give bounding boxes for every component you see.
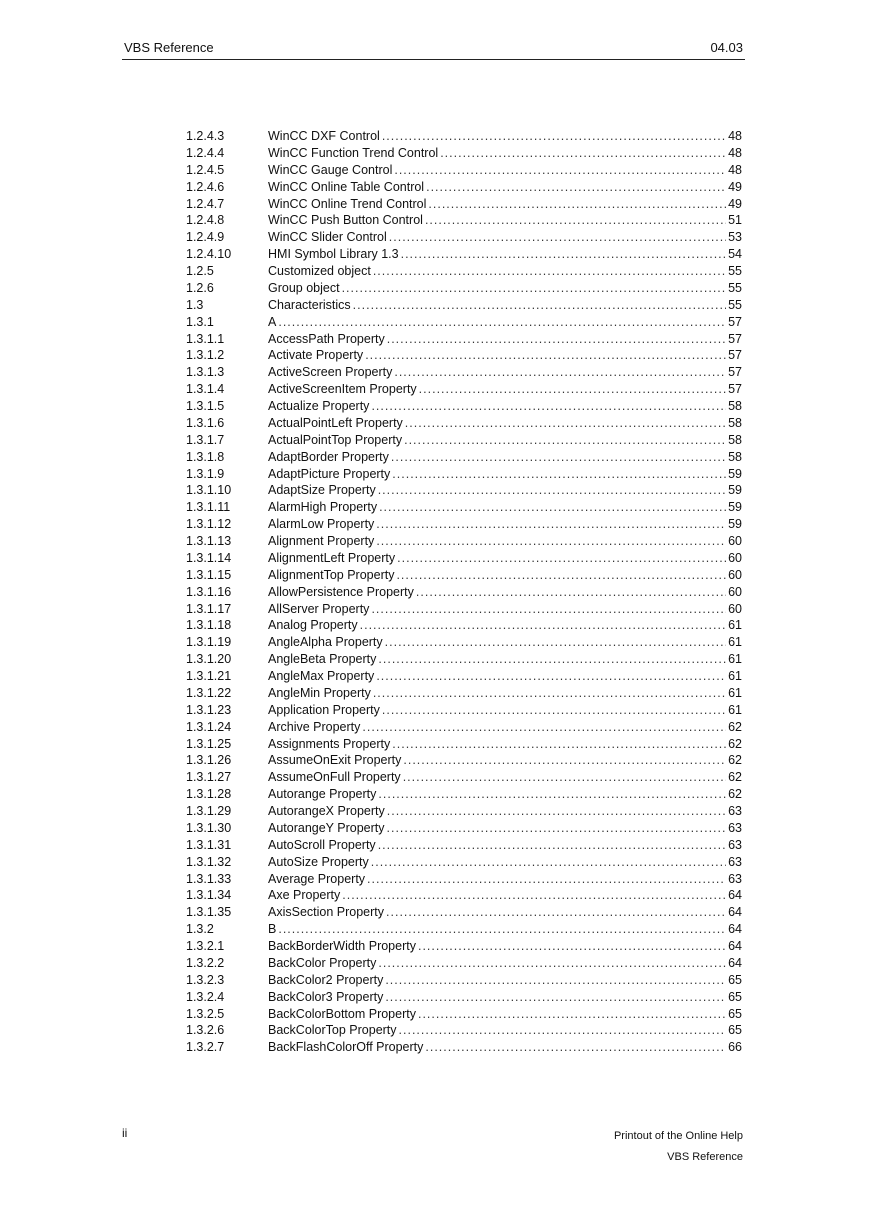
toc-entry-page: 58 [728,432,742,447]
toc-entry-title: Activate Property [268,348,364,363]
toc-entry-number: 1.3.1.3 [186,365,225,380]
toc-entry-title: AutoSize Property [268,854,369,869]
toc-entry-page: 57 [728,314,742,329]
toc-entry-number: 1.3.1.5 [186,399,225,413]
toc-entry [186,787,742,804]
toc-entry-page: 60 [728,584,742,599]
toc-entry-title: Average Property [268,871,366,886]
toc-entry [186,568,742,585]
toc-entry-number: 1.2.4.9 [186,230,225,245]
footer-line-2: VBS Reference [667,1151,743,1163]
toc-dot-leader [378,956,726,970]
toc-entry-title: Autorange Property [268,787,377,802]
toc-entry-number: 1.3.1.29 [186,804,232,818]
toc-entry [186,534,742,551]
toc-dot-leader [376,534,726,548]
toc-entry-page: 57 [728,365,742,380]
toc-dot-leader [403,753,726,767]
toc-entry-page: 61 [728,702,742,717]
toc-entry-title: AdaptSize Property [268,483,376,498]
page-header [122,40,745,60]
toc-dot-leader [425,213,726,227]
toc-entry-title: AllowPersistence Property [268,584,414,599]
toc-entry-page: 62 [728,736,742,751]
toc-entry [186,990,742,1007]
toc-entry-number: 1.3.2 [186,922,214,937]
toc-entry-title: BackColor2 Property [268,972,384,987]
toc-entry [186,197,742,214]
toc-entry [186,382,742,399]
toc-dot-leader [378,652,726,666]
toc-entry-number: 1.3.1.18 [186,618,232,633]
toc-entry-page: 62 [728,770,742,785]
toc-entry-number: 1.3.1.20 [186,652,232,667]
toc-entry-number: 1.3.1.11 [186,500,231,515]
toc-entry-title: Group object [268,280,340,295]
toc-entry [186,348,742,365]
toc-entry-page: 65 [728,989,742,1004]
toc-entry-title: ActiveScreen Property [268,365,393,380]
toc-entry-title: AxisSection Property [268,905,385,920]
footer-page-number: ii [122,1126,128,1140]
toc-entry-number: 1.3.1.12 [186,517,232,532]
toc-entry-page: 60 [728,550,742,565]
toc-entry-number: 1.3.1.4 [186,382,225,397]
toc-entry [186,905,742,922]
toc-entry-page: 58 [728,399,742,413]
toc-entry-number: 1.2.4.10 [186,247,232,262]
toc-entry [186,585,742,602]
toc-dot-leader [428,197,726,211]
toc-entry-number: 1.3.1.8 [186,449,225,464]
toc-entry-title: AdaptBorder Property [268,449,389,464]
toc-dot-leader [367,872,726,886]
toc-entry [186,315,742,332]
toc-entry [186,939,742,956]
toc-entry-title: AdaptPicture Property [268,466,391,481]
toc-entry-title: AlignmentLeft Property [268,550,396,565]
toc-entry-number: 1.3 [186,297,204,312]
toc-entry-number: 1.3.1.14 [186,550,232,565]
toc-entry-number: 1.3.1.19 [186,635,232,650]
toc-entry-number: 1.3.2.7 [186,1040,225,1055]
toc-entry-number: 1.3.1.34 [186,888,232,903]
toc-entry-title: AccessPath Property [268,331,385,346]
toc-entry-number: 1.2.4.3 [186,129,225,143]
toc-entry [186,298,742,315]
toc-dot-leader [382,129,726,143]
toc-dot-leader [418,1007,726,1021]
toc-entry-number: 1.3.2.5 [186,1006,225,1021]
toc-entry-number: 1.3.1.32 [186,854,232,869]
toc-entry [186,467,742,484]
toc-entry [186,264,742,281]
toc-entry-number: 1.3.1.10 [186,483,232,498]
toc-entry-number: 1.3.1.26 [186,753,232,768]
toc-dot-leader [387,332,726,346]
toc-entry-page: 65 [728,1006,742,1021]
toc-entry-page: 63 [728,820,742,835]
toc-entry-page: 61 [728,669,742,683]
toc-dot-leader [416,585,726,599]
toc-entry-number: 1.3.1.2 [186,348,225,363]
toc-entry-title: Alignment Property [268,534,375,548]
toc-entry-number: 1.3.1.17 [186,601,232,616]
toc-entry-page: 57 [728,348,742,363]
toc-entry-title: Axe Property [268,888,341,903]
toc-entry-title: HMI Symbol Library 1.3 [268,247,399,262]
toc-entry [186,804,742,821]
toc-dot-leader [376,669,726,683]
toc-entry-page: 59 [728,517,742,532]
toc-entry-title: AlignmentTop Property [268,567,395,582]
toc-dot-leader [440,146,726,160]
toc-entry-title: ActualPointLeft Property [268,415,403,430]
page-footer [614,1126,743,1168]
toc-entry [186,129,742,146]
toc-entry-title: WinCC Gauge Control [268,162,393,177]
toc-entry-page: 64 [728,905,742,920]
toc-entry-number: 1.2.4.4 [186,145,225,160]
toc-entry-title: BackColorTop Property [268,1023,397,1038]
toc-entry-page: 57 [728,382,742,397]
toc-dot-leader [385,635,726,649]
toc-entry-page: 58 [728,449,742,464]
toc-entry [186,230,742,247]
toc-entry-number: 1.2.4.8 [186,213,225,228]
toc-dot-leader [387,821,727,835]
toc-dot-leader [386,905,726,919]
toc-entry [186,332,742,349]
toc-dot-leader [397,551,726,565]
toc-entry-title: BackFlashColorOff Property [268,1040,424,1055]
toc-dot-leader [376,517,726,531]
toc-dot-leader [401,247,726,261]
toc-entry-title: Archive Property [268,719,361,734]
toc-entry-page: 65 [728,1023,742,1038]
toc-entry [186,602,742,619]
toc-entry [186,737,742,754]
toc-dot-leader [396,568,726,582]
toc-entry-number: 1.3.1.1 [186,331,225,346]
toc-entry [186,213,742,230]
toc-entry-page: 55 [728,264,742,278]
toc-entry-title: AssumeOnExit Property [268,753,402,768]
toc-entry [186,1040,742,1057]
toc-entry-number: 1.3.1.22 [186,685,232,700]
toc-entry-page: 53 [728,230,742,245]
toc-entry-page: 55 [728,280,742,295]
toc-dot-leader [373,264,726,278]
toc-dot-leader [394,163,726,177]
toc-dot-leader [389,230,726,244]
toc-dot-leader [382,703,726,717]
toc-dot-leader [342,888,726,902]
toc-entry [186,686,742,703]
toc-entry-title: Application Property [268,702,380,717]
toc-entry [186,922,742,939]
toc-entry-page: 61 [728,618,742,633]
toc-entry-title: ActualPointTop Property [268,432,403,447]
toc-entry-page: 49 [728,179,742,194]
toc-entry-number: 1.3.1.24 [186,719,232,734]
toc-entry-page: 61 [728,635,742,650]
toc-dot-leader [392,467,726,481]
toc-dot-leader [378,787,726,801]
toc-entry-page: 49 [728,196,742,211]
toc-dot-leader [378,483,726,497]
toc-entry [186,450,742,467]
toc-entry-title: Analog Property [268,618,358,633]
toc-dot-leader [371,399,726,413]
toc-entry-title: BackBorderWidth Property [268,939,416,953]
table-of-contents [186,129,742,1057]
toc-entry [186,720,742,737]
toc-entry [186,652,742,669]
toc-entry-number: 1.3.2.4 [186,989,225,1004]
toc-entry-page: 61 [728,685,742,700]
toc-entry-page: 59 [728,483,742,498]
toc-dot-leader [360,618,726,632]
toc-dot-leader [425,1040,726,1054]
toc-entry-page: 60 [728,534,742,548]
toc-entry-page: 54 [728,247,742,262]
toc-dot-leader [362,720,726,734]
toc-entry-page: 60 [728,567,742,582]
toc-entry-title: Characteristics [268,297,351,312]
toc-entry-number: 1.3.2.1 [186,939,225,953]
toc-entry-number: 1.3.1.33 [186,871,232,886]
toc-dot-leader [278,922,726,936]
toc-entry-number: 1.3.1.15 [186,567,232,582]
toc-entry-number: 1.3.1.16 [186,584,232,599]
toc-entry-page: 66 [728,1040,742,1055]
toc-entry [186,838,742,855]
toc-dot-leader [404,433,726,447]
toc-entry-page: 57 [728,331,742,346]
toc-dot-leader [371,855,726,869]
toc-dot-leader [385,990,726,1004]
toc-entry-page: 63 [728,854,742,869]
toc-dot-leader [373,686,726,700]
toc-entry-title: WinCC Push Button Control [268,213,423,228]
toc-entry [186,146,742,163]
toc-entry-title: AngleMin Property [268,685,371,700]
toc-entry-title: WinCC DXF Control [268,129,380,143]
toc-entry [186,669,742,686]
toc-entry [186,180,742,197]
toc-entry-title: AlarmHigh Property [268,500,378,515]
toc-dot-leader [379,500,726,514]
toc-entry [186,973,742,990]
toc-entry-page: 61 [728,652,742,667]
toc-dot-leader [365,348,726,362]
toc-entry-number: 1.2.4.7 [186,196,225,211]
toc-dot-leader [403,770,726,784]
toc-entry-number: 1.2.5 [186,264,214,278]
toc-entry-page: 64 [728,888,742,903]
toc-entry [186,500,742,517]
toc-dot-leader [387,804,726,818]
toc-entry-number: 1.3.1.28 [186,787,232,802]
toc-entry-number: 1.2.4.6 [186,179,225,194]
toc-entry [186,821,742,838]
toc-entry-title: Actualize Property [268,399,370,413]
toc-entry-number: 1.3.1.25 [186,736,232,751]
toc-entry-number: 1.3.2.2 [186,955,225,970]
toc-entry [186,635,742,652]
toc-dot-leader [394,365,726,379]
toc-entry-page: 58 [728,415,742,430]
toc-entry [186,872,742,889]
toc-entry-title: WinCC Online Trend Control [268,196,427,211]
toc-entry [186,703,742,720]
toc-entry-title: AutorangeY Property [268,820,385,835]
toc-entry-number: 1.3.1.35 [186,905,232,920]
header-title: VBS Reference [124,40,214,55]
toc-dot-leader [378,838,726,852]
toc-dot-leader [392,737,726,751]
toc-entry-title: Assignments Property [268,736,391,751]
toc-entry-title: AutoScroll Property [268,837,376,852]
toc-entry [186,956,742,973]
toc-dot-leader [353,298,726,312]
toc-entry-number: 1.3.1.30 [186,820,232,835]
toc-entry [186,1007,742,1024]
toc-entry-number: 1.3.1.21 [186,669,232,683]
toc-entry-title: AngleBeta Property [268,652,377,667]
toc-entry-number: 1.3.1.9 [186,466,225,481]
toc-entry-number: 1.3.1.13 [186,534,232,548]
toc-entry-title: WinCC Function Trend Control [268,145,439,160]
toc-entry-title: WinCC Slider Control [268,230,387,245]
toc-dot-leader [278,315,726,329]
toc-entry-number: 1.3.1.27 [186,770,232,785]
toc-dot-leader [419,382,726,396]
toc-entry-title: AssumeOnFull Property [268,770,401,785]
toc-entry-number: 1.3.1.7 [186,432,225,447]
toc-entry-number: 1.3.2.6 [186,1023,225,1038]
toc-entry-page: 51 [728,213,742,228]
toc-entry [186,365,742,382]
toc-dot-leader [426,180,726,194]
toc-entry [186,281,742,298]
toc-entry-page: 60 [728,601,742,616]
toc-dot-leader [399,1023,727,1037]
toc-entry-page: 64 [728,955,742,970]
toc-entry-page: 63 [728,871,742,886]
toc-entry-page: 59 [728,466,742,481]
toc-entry-page: 48 [728,162,742,177]
toc-entry-title: B [268,922,277,937]
toc-entry-page: 63 [728,804,742,818]
toc-entry-number: 1.3.1 [186,314,214,329]
toc-entry-title: Customized object [268,264,371,278]
toc-dot-leader [385,973,726,987]
toc-entry-title: AutorangeX Property [268,804,385,818]
toc-entry-page: 63 [728,837,742,852]
toc-entry-title: AngleAlpha Property [268,635,383,650]
toc-entry [186,753,742,770]
toc-entry-page: 64 [728,939,742,953]
toc-entry [186,618,742,635]
toc-entry-title: A [268,314,277,329]
toc-dot-leader [418,939,726,953]
toc-entry [186,888,742,905]
toc-entry-number: 1.2.6 [186,280,214,295]
toc-entry [186,483,742,500]
toc-dot-leader [391,450,726,464]
toc-dot-leader [405,416,726,430]
toc-entry-title: BackColorBottom Property [268,1006,416,1021]
toc-entry-title: AngleMax Property [268,669,375,683]
toc-entry-number: 1.3.1.31 [186,837,232,852]
toc-entry-page: 62 [728,753,742,768]
toc-entry-page: 64 [728,922,742,937]
toc-entry-number: 1.3.2.3 [186,972,225,987]
toc-entry-title: AlarmLow Property [268,517,375,532]
toc-entry [186,416,742,433]
toc-entry-page: 48 [728,129,742,143]
toc-entry-page: 62 [728,787,742,802]
toc-entry [186,433,742,450]
toc-dot-leader [342,281,727,295]
toc-entry-number: 1.2.4.5 [186,162,225,177]
toc-entry [186,1023,742,1040]
toc-entry-page: 62 [728,719,742,734]
footer-line-1: Printout of the Online Help [613,1130,743,1142]
toc-entry-page: 65 [728,972,742,987]
toc-entry [186,399,742,416]
toc-entry-title: ActiveScreenItem Property [268,382,417,397]
toc-entry-title: WinCC Online Table Control [268,179,425,194]
toc-entry-page: 59 [728,500,742,515]
toc-entry [186,855,742,872]
header-version: 04.03 [710,40,743,55]
toc-entry-page: 48 [728,145,742,160]
toc-dot-leader [371,602,726,616]
toc-entry-page: 55 [728,297,742,312]
toc-entry-number: 1.3.1.6 [186,415,225,430]
toc-entry-number: 1.3.1.23 [186,702,232,717]
toc-entry [186,517,742,534]
toc-entry-title: BackColor Property [268,955,377,970]
toc-entry-title: BackColor3 Property [268,989,384,1004]
toc-entry [186,163,742,180]
toc-entry-title: AllServer Property [268,601,370,616]
toc-entry [186,770,742,787]
toc-entry [186,551,742,568]
toc-entry [186,247,742,264]
